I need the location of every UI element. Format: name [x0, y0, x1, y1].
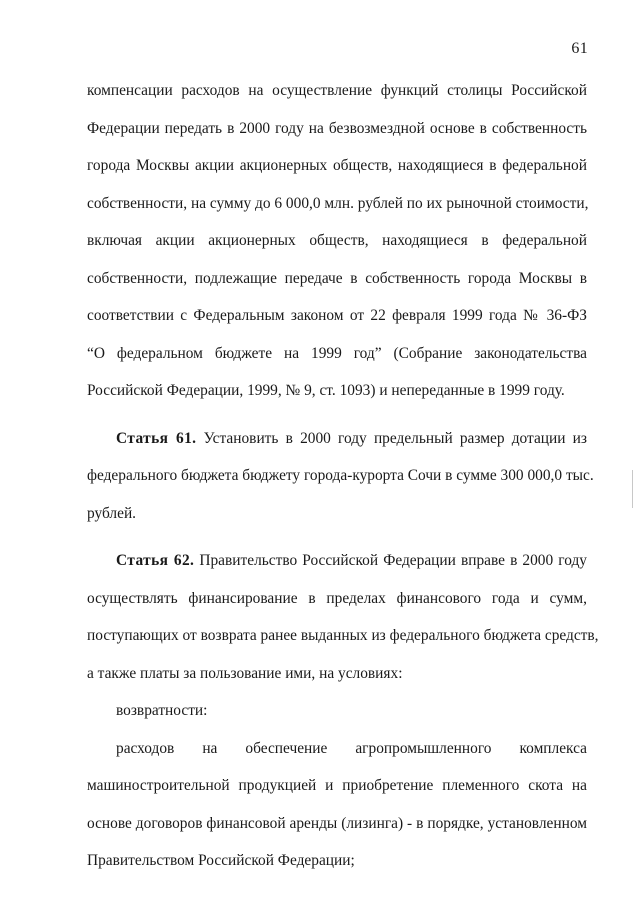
- paragraph-expenses: [87, 730, 587, 880]
- text-line: машиностроительной продукцией и приобретение племенного скота на: [87, 777, 587, 794]
- paragraph-continuation: [87, 72, 587, 410]
- page-number: 61: [571, 40, 588, 57]
- text-line: включая акции акционерных обществ, находящиеся в федеральной: [87, 232, 587, 249]
- text-line: Российской Федерации, 1999, № 9, ст. 1093) и непереданные в 1999 году.: [87, 382, 565, 399]
- text-line: федерального бюджета бюджету города-курорта Сочи в сумме 300 000,0 тыс.: [87, 467, 594, 484]
- paragraph-article-61: [87, 420, 594, 533]
- paragraph-returnability: [87, 692, 587, 730]
- text-line: расходов на обеспечение агропромышленного комплекса: [116, 739, 587, 757]
- text-line: Федерации передать в 2000 году на безвозмездной основе в собственность: [87, 119, 587, 137]
- article-61-label: Статья 61.: [116, 429, 197, 447]
- article-61-text: Установить в 2000 году предельный размер дотации из: [203, 429, 587, 447]
- text-line: собственности, подлежащие передаче в собственность города Москвы в: [87, 269, 587, 287]
- text-line: Правительством Российской Федерации;: [87, 852, 355, 869]
- document-body: [87, 72, 599, 880]
- text-line: возвратности:: [116, 702, 208, 719]
- text-line: [87, 420, 587, 458]
- paragraph-gap: [87, 532, 587, 542]
- text-line: поступающих от возврата ранее выданных из федерального бюджета средств,: [87, 627, 599, 644]
- text-line: а также платы за пользование ими, на условиях:: [87, 664, 403, 682]
- text-line: собственности, на сумму до 6 000,0 млн. рублей по их рыночной стоимости,: [87, 194, 589, 212]
- paragraph-article-62: [87, 542, 599, 692]
- text-line: соответствии с Федеральным законом от 22 февраля 1999 года № 36-ФЗ: [87, 307, 587, 324]
- paragraph-gap: [87, 410, 587, 420]
- text-line: “О федеральном бюджете на 1999 год” (Собрание законодательства: [87, 344, 587, 362]
- article-62-text: Правительство Российской Федерации вправе в 2000 году: [199, 552, 587, 569]
- scan-margin-mark: [632, 470, 633, 508]
- text-line: основе договоров финансовой аренды (лизинга) - в порядке, установленном: [87, 814, 587, 832]
- text-line: компенсации расходов на осуществление функций столицы Российской: [87, 82, 587, 99]
- article-62-label: Статья 62.: [116, 552, 195, 569]
- text-line: города Москвы акции акционерных обществ, находящиеся в федеральной: [87, 157, 587, 174]
- text-line: рублей.: [87, 504, 137, 522]
- text-line: осуществлять финансирование в пределах финансового года и сумм,: [87, 589, 587, 607]
- text-line: [87, 542, 587, 580]
